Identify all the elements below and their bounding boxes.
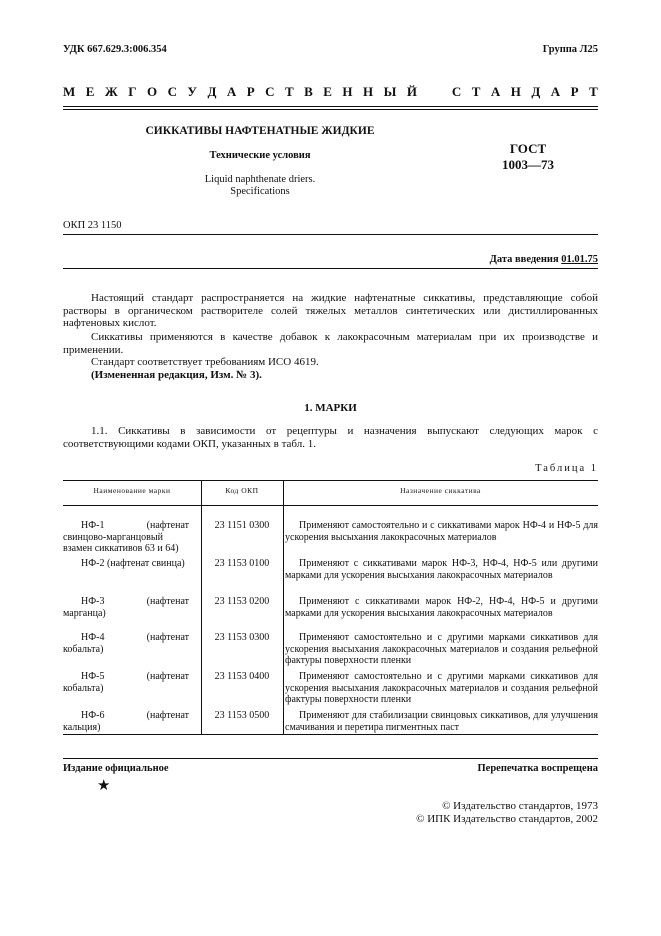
divider <box>63 234 598 235</box>
table-row-code: 23 1153 0100 <box>214 558 270 569</box>
banner-letter: Й <box>406 84 417 99</box>
banner-letter: Н <box>363 84 374 99</box>
divider <box>63 106 598 107</box>
table-row-name: НФ-3 (нафтенат марганца) <box>63 596 189 619</box>
divider <box>63 268 598 269</box>
banner-letter: Д <box>531 84 541 99</box>
banner-letter: Е <box>323 84 332 99</box>
standard-type-banner <box>63 84 598 100</box>
banner-letter: Д <box>207 84 217 99</box>
table-row-code: 23 1153 0400 <box>214 671 270 682</box>
table-row-name: НФ-6 (нафтенат кальция) <box>63 710 189 733</box>
table-row-name: НФ-5 (нафтенат кобальта) <box>63 671 189 694</box>
english-title: Liquid naphthenate driers. <box>204 174 316 185</box>
banner-letter: А <box>490 84 501 99</box>
introduction-date <box>490 254 598 265</box>
table-row-name: НФ-4 (нафтенат кобальта) <box>63 632 189 655</box>
table-rule <box>63 734 598 735</box>
introduction-date-label: Дата введения <box>489 254 559 265</box>
paragraph-grades: 1.1. Сиккативы в зависимости от рецептуры и назначения выпускают следующих марок с соответствующими кодами ОКП, указанных в табл. 1. <box>63 425 598 450</box>
introduction-date-value: 01.01.75 <box>561 254 598 265</box>
banner-letter: А <box>226 84 237 99</box>
banner-letter: Г <box>128 84 137 99</box>
paragraph-iso: Стандарт соответствует требованиям ИСО 4619. <box>91 356 319 368</box>
banner-letter: Е <box>85 84 95 99</box>
star-icon: ★ <box>97 778 111 794</box>
banner-letter: М <box>63 84 76 99</box>
copyright-1973: © Издательство стандартов, 1973 <box>442 800 598 812</box>
table-row-purpose: Применяют самостоятельно и с другими марками сиккативов для ускорения высыхания лакокрасочных материалов и создания рельефной фактуры поверхности пленки <box>285 632 598 666</box>
banner-letter: Т <box>285 84 294 99</box>
divider <box>63 109 598 110</box>
banner-letter: О <box>146 84 158 99</box>
banner-letter: С <box>167 84 177 99</box>
gost-number: 1003—73 <box>502 157 554 172</box>
paragraph-scope: Настоящий стандарт распространяется на жидкие нафтенатные сиккативы, представляющие собой растворы в органическом растворителе солей тяжелых металлов синтетических или дистиллированных нафтеновых кислот. <box>63 292 598 329</box>
banner-letter: С <box>451 84 462 99</box>
table-row-code: 23 1151 0300 <box>214 520 270 531</box>
section-heading: 1. МАРКИ <box>304 402 357 414</box>
table-column-divider <box>283 480 284 734</box>
banner-letter: Ы <box>383 84 397 99</box>
udk-code: УДК 667.629.3:006.354 <box>63 44 167 55</box>
banner-letter <box>427 84 441 100</box>
banner-letter: Т <box>589 84 598 99</box>
document-title: СИККАТИВЫ НАФТЕНАТНЫЕ ЖИДКИЕ <box>145 125 375 137</box>
gost-designation <box>488 141 568 173</box>
table-row-code: 23 1153 0300 <box>214 632 270 643</box>
banner-letter: Р <box>570 84 579 99</box>
banner-letter: Р <box>246 84 255 99</box>
banner-letter: Ж <box>104 84 118 99</box>
banner-letter: С <box>265 84 275 99</box>
banner-letter: У <box>187 84 197 99</box>
banner-letter: Н <box>342 84 353 99</box>
document-subtitle: Технические условия <box>209 150 311 161</box>
table-header-code: Код ОКП <box>225 486 259 495</box>
divider <box>63 758 598 759</box>
banner-letter: Т <box>471 84 481 99</box>
banner-letter: Н <box>510 84 521 99</box>
table-row-code: 23 1153 0200 <box>214 596 270 607</box>
group-code: Группа Л25 <box>542 44 598 55</box>
paragraph-application: Сиккативы применяются в качестве добавок к лакокрасочным материалам при их производстве и применении. <box>63 331 598 356</box>
banner-letter: В <box>304 84 313 99</box>
table-row-name: НФ-1 (нафтенат свинцово-марганцовый взамен сиккативов 63 и 64) <box>63 520 189 554</box>
reprint-prohibited-note: Перепечатка воспрещена <box>477 763 598 774</box>
table-row-code: 23 1153 0500 <box>214 710 270 721</box>
table-header-name: Наименование марки <box>93 486 171 495</box>
table-row-name: НФ-2 (нафтенат свинца) <box>81 558 185 569</box>
banner-letter: А <box>550 84 561 99</box>
table-row-purpose: Применяют самостоятельно и с сиккативами марок НФ-4 и НФ-5 для ускорения высыхания лакокрасочных материалов <box>285 520 598 543</box>
table-row-purpose: Применяют для стабилизации свинцовых сиккативов, для улучшения смачивания и перетира пигментных паст <box>285 710 598 733</box>
okp-code: ОКП 23 1150 <box>63 220 122 231</box>
paragraph-amendment: (Измененная редакция, Изм. № 3). <box>91 369 262 381</box>
official-edition-note: Издание официальное <box>63 763 169 774</box>
table-rule <box>63 505 598 506</box>
gost-label: ГОСТ <box>509 141 547 156</box>
table-row-purpose: Применяют с сиккативами марок НФ-2, НФ-4, НФ-5 и другими марками для ускорения высыхания лакокрасочных материалов <box>285 596 598 619</box>
table-header-purpose: Назначение сиккатива <box>400 486 481 495</box>
copyright-2002: © ИПК Издательство стандартов, 2002 <box>416 813 598 825</box>
table-rule <box>63 480 598 481</box>
table-label: Таблица 1 <box>535 463 598 474</box>
table-row-purpose: Применяют с сиккативами марок НФ-3, НФ-4, НФ-5 или другими марками для ускорения высыхания лакокрасочных материалов <box>285 558 598 581</box>
table-row-purpose: Применяют самостоятельно и с другими марками сиккативов для ускорения высыхания лакокрасочных материалов и создания рельефной фактуры поверхности пленки <box>285 671 598 705</box>
english-subtitle: Specifications <box>230 186 290 197</box>
